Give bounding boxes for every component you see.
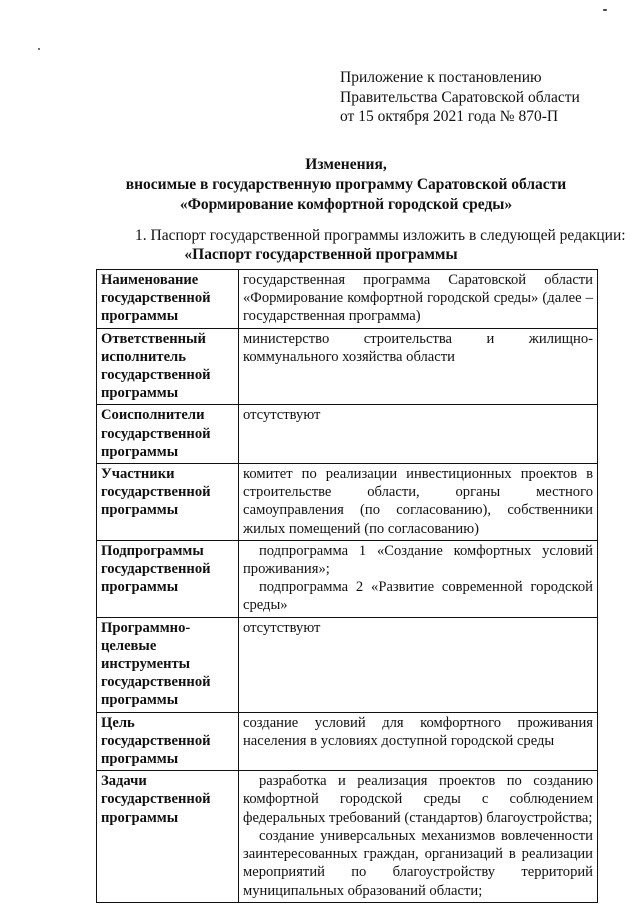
appendix-block xyxy=(340,68,620,127)
table-row xyxy=(97,464,598,541)
value-paragraph: создание условий для комфортного проживания населения в условиях доступной городской среды xyxy=(243,714,593,749)
row-label: Программно-целевые инструменты государственной программы xyxy=(97,617,239,712)
table-row xyxy=(97,540,598,617)
appendix-line: от 15 октября 2021 года № 870-П xyxy=(340,108,559,125)
row-label: Наименование государственной программы xyxy=(97,270,239,329)
table-row xyxy=(97,617,598,712)
row-value xyxy=(239,328,598,405)
heading-line: Изменения, xyxy=(305,156,387,173)
heading-line: «Формирование комфортной городской среды» xyxy=(179,196,513,213)
row-label: Соисполнители государственной программы xyxy=(97,405,239,464)
intro-block xyxy=(0,226,640,264)
value-paragraph: комитет по реализации инвестиционных проектов в строительстве области, органы местного самоуправления (по согласованию), собственники жилых помещений (по согласованию) xyxy=(243,466,593,537)
table-row xyxy=(97,328,598,405)
row-label: Участники государственной программы xyxy=(97,464,239,541)
row-label: Ответственный исполнитель государственной программы xyxy=(97,328,239,405)
intro-paragraph: 1. Паспорт государственной программы изложить в следующей редакции: xyxy=(135,227,626,244)
value-paragraph: создание универсальных механизмов вовлеченности заинтересованных граждан, организаций в реализации мероприятий по благоустройству территорий муниципальных образований области; xyxy=(243,827,593,899)
value-paragraph: государственная программа Саратовской области «Формирование комфортной городской среды» (далее – государственная программа) xyxy=(243,272,593,325)
row-value xyxy=(239,270,598,329)
row-value xyxy=(239,617,598,712)
value-paragraph: подпрограмма 1 «Создание комфортных условий проживания»; xyxy=(243,542,593,578)
appendix-line: Приложение к постановлению xyxy=(340,69,542,86)
passport-title: «Паспорт государственной программы xyxy=(184,246,458,263)
row-value xyxy=(239,464,598,541)
value-paragraph: разработка и реализация проектов по созданию комфортной городской среды с соблюдением федеральных требований (стандартов) благоустройства; xyxy=(243,773,593,826)
scan-speck xyxy=(603,9,607,11)
table-row xyxy=(97,712,598,771)
row-value xyxy=(239,540,598,617)
appendix-line: Правительства Саратовской области xyxy=(340,88,580,106)
value-paragraph: министерство строительства и жилищно-коммунального хозяйства области xyxy=(243,330,593,365)
heading-line: вносимые в государственную программу Саратовской области xyxy=(125,176,567,193)
row-label: Подпрограммы государственной программы xyxy=(97,540,239,617)
row-value xyxy=(239,771,598,902)
value-paragraph: отсутствуют xyxy=(243,619,321,636)
row-label: Цель государственной программы xyxy=(97,712,239,771)
table-row xyxy=(97,771,598,902)
passport-table xyxy=(96,269,598,903)
value-paragraph: отсутствуют xyxy=(243,407,321,424)
table-row xyxy=(97,405,598,464)
row-label: Задачи государственной программы xyxy=(97,771,239,902)
row-value xyxy=(239,712,598,771)
row-value xyxy=(239,405,598,464)
scan-speck xyxy=(38,48,40,50)
value-paragraph: подпрограмма 2 «Развитие современной городской среды» xyxy=(243,579,593,614)
document-heading xyxy=(0,155,640,215)
table-row xyxy=(97,270,598,329)
